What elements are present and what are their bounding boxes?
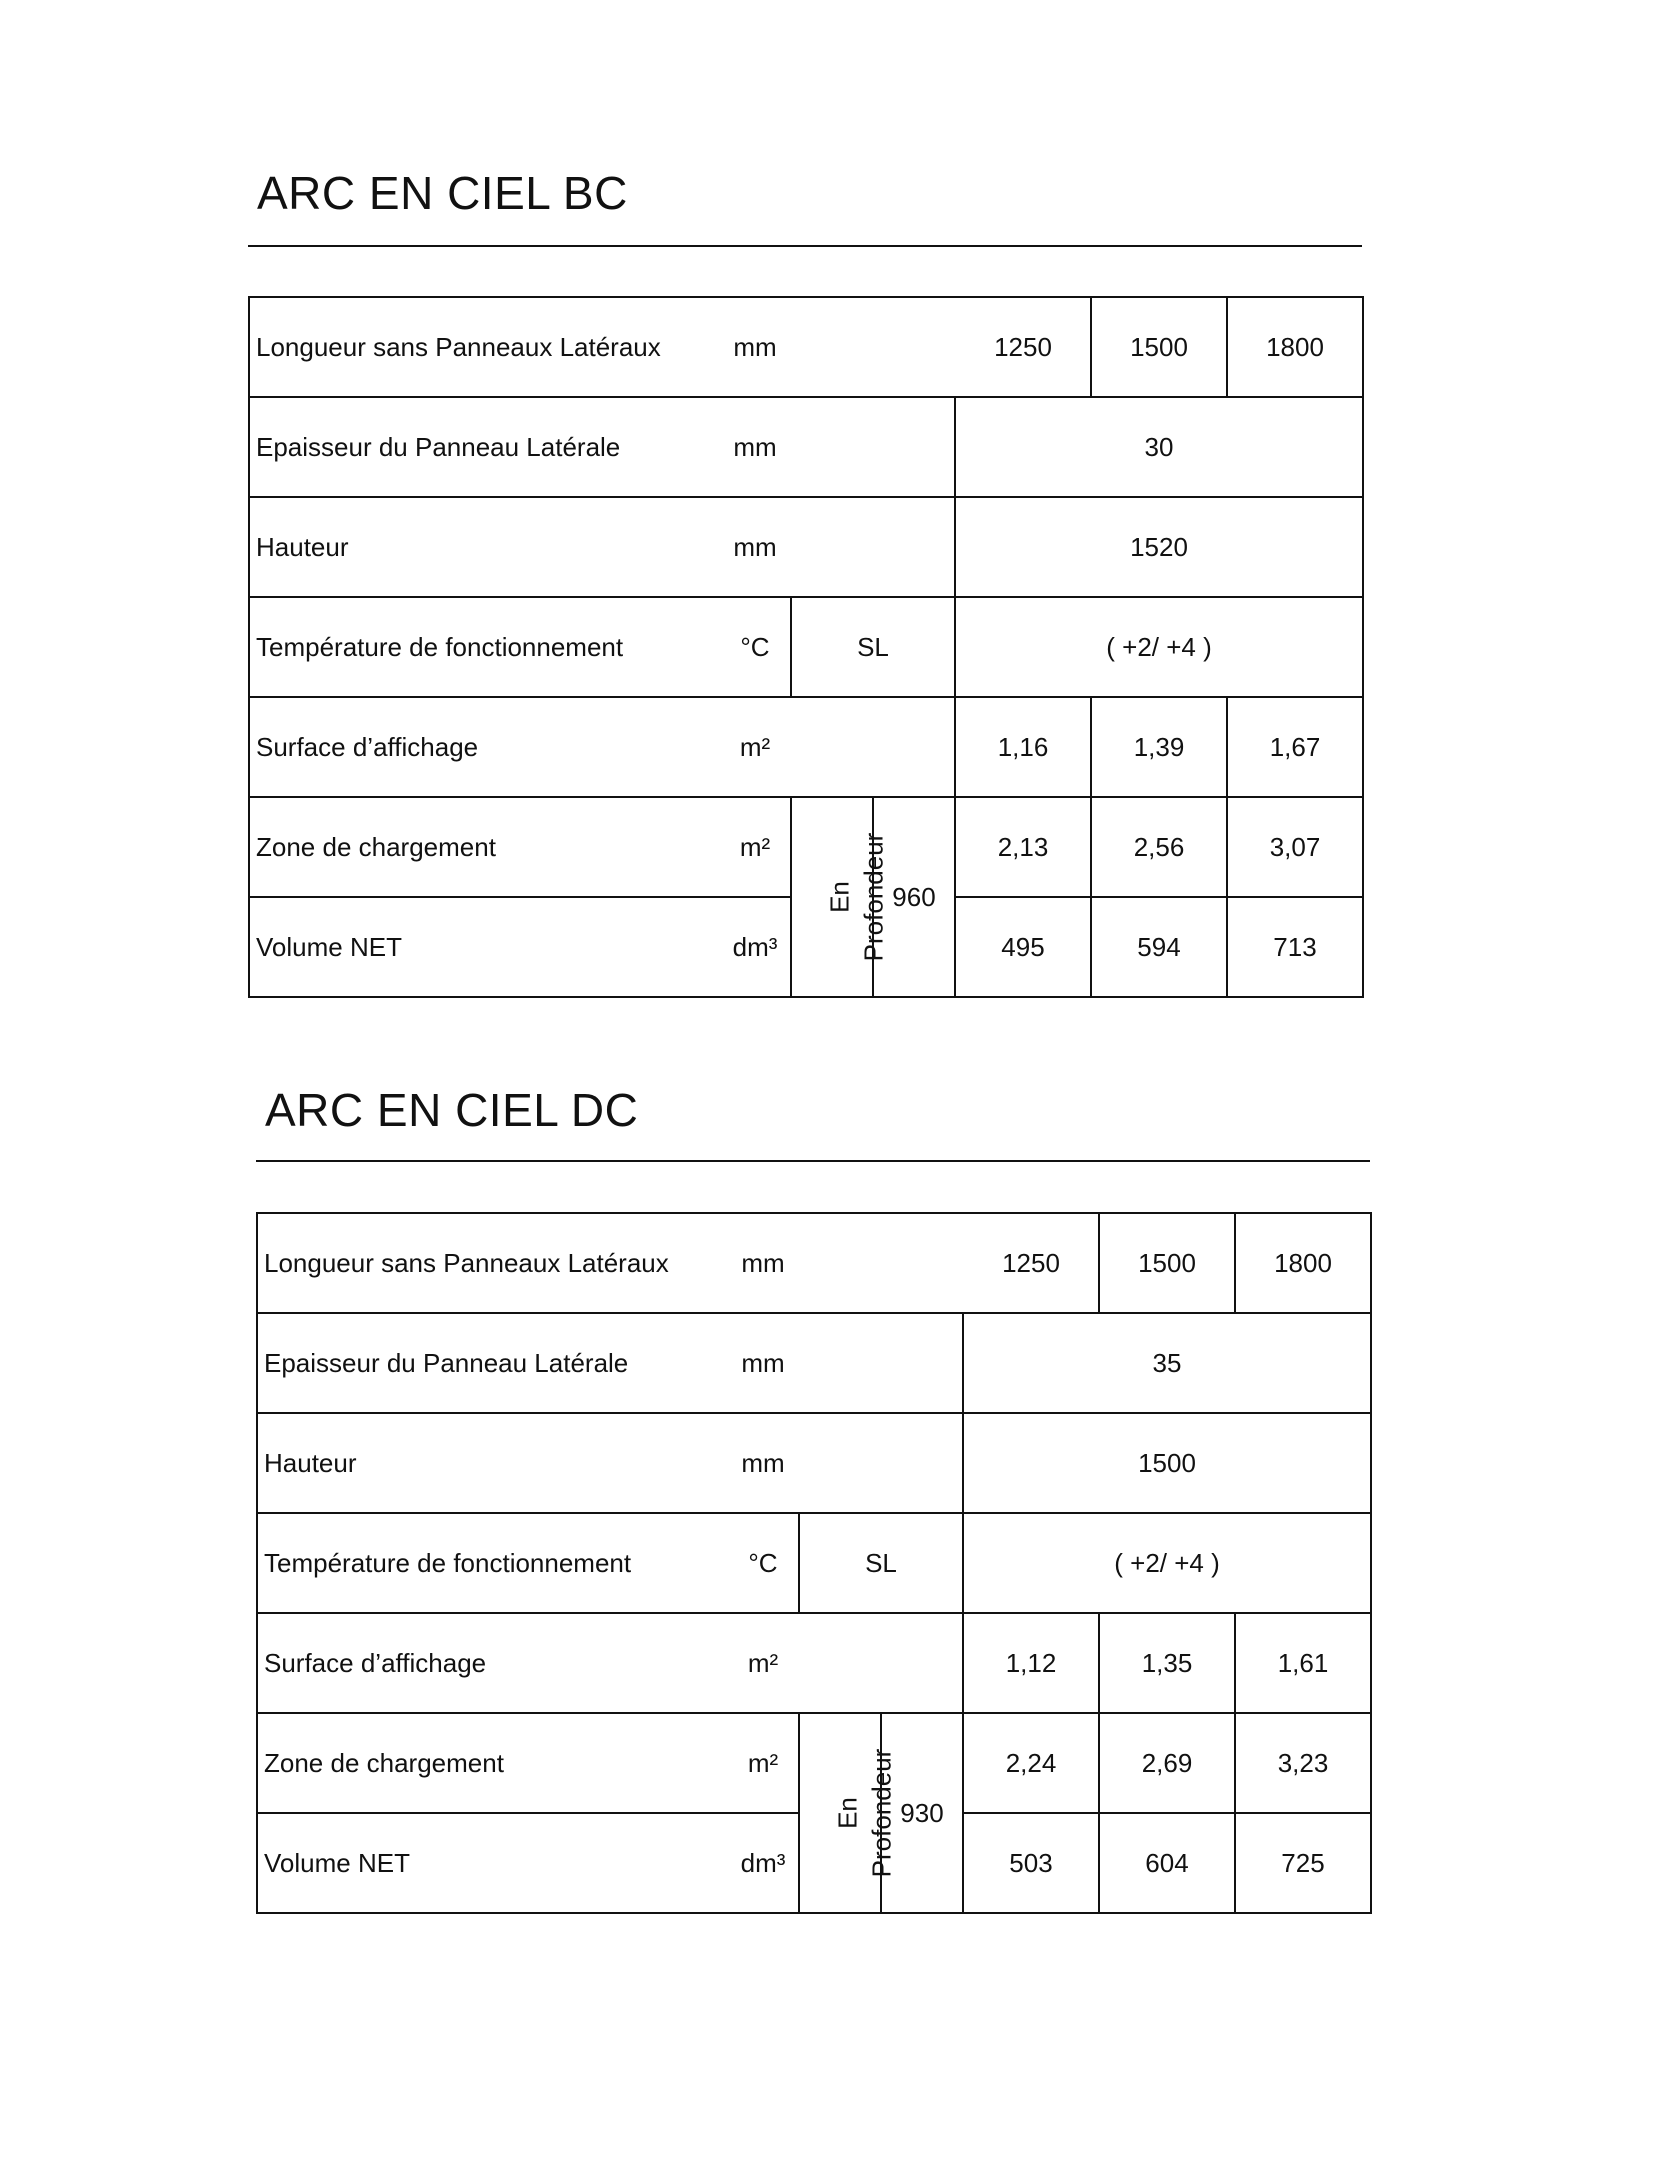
value-cell: 594 [1091,897,1227,997]
row-unit: mm [719,497,791,597]
value-cell: 1,67 [1227,697,1363,797]
row-unit: dm³ [719,897,791,997]
value-cell: ( +2/ +4 ) [955,597,1363,697]
row-label: Epaisseur du Panneau Latérale [257,1313,727,1413]
value-cell: 1,39 [1091,697,1227,797]
value-cell: 1800 [1235,1213,1371,1313]
row-surface [257,1613,1371,1713]
row-zone [257,1713,1371,1813]
value-cell: 2,13 [955,797,1091,897]
title-underline [256,1160,1370,1162]
value-cell: 725 [1235,1813,1371,1913]
value-cell: 2,24 [963,1713,1099,1813]
row-temperature [257,1513,1371,1613]
row-label: Zone de chargement [257,1713,727,1813]
section-title: ARC EN CIEL DC [265,1084,639,1136]
depth-label: En Profondeur [799,1713,881,1913]
row-unit: mm [727,1313,799,1413]
value-cell: 2,56 [1091,797,1227,897]
row-label: Epaisseur du Panneau Latérale [249,397,719,497]
spec-table [256,1212,1372,1914]
row-unit: m² [719,697,791,797]
value-cell: 1800 [1227,297,1363,397]
row-unit: °C [719,597,791,697]
value-cell: 1,61 [1235,1613,1371,1713]
row-hauteur [257,1413,1371,1513]
row-unit: mm [719,297,791,397]
row-label: Hauteur [257,1413,727,1513]
row-label: Surface d’affichage [257,1613,727,1713]
temperature-class: SL [799,1513,963,1613]
row-epaisseur [257,1313,1371,1413]
value-cell: 1500 [1091,297,1227,397]
row-label: Température de fonctionnement [257,1513,727,1613]
row-unit: dm³ [727,1813,799,1913]
row-label: Température de fonctionnement [249,597,719,697]
value-cell: 35 [963,1313,1371,1413]
value-cell: 1250 [963,1213,1099,1313]
value-cell: 1,16 [955,697,1091,797]
value-cell: 604 [1099,1813,1235,1913]
row-unit: m² [727,1713,799,1813]
row-label: Zone de chargement [249,797,719,897]
value-cell: 1,35 [1099,1613,1235,1713]
value-cell: 1250 [955,297,1091,397]
value-cell: 713 [1227,897,1363,997]
value-cell: 1520 [955,497,1363,597]
depth-value: 930 [881,1713,963,1913]
value-cell: 1500 [1099,1213,1235,1313]
row-unit: mm [727,1413,799,1513]
value-cell: 30 [955,397,1363,497]
row-unit: m² [727,1613,799,1713]
value-cell: 1500 [963,1413,1371,1513]
value-cell: 1,12 [963,1613,1099,1713]
row-label: Volume NET [257,1813,727,1913]
value-cell: 3,07 [1227,797,1363,897]
row-unit: m² [719,797,791,897]
row-label: Surface d’affichage [249,697,719,797]
row-unit: °C [727,1513,799,1613]
row-longueur [257,1213,1371,1313]
section-title: ARC EN CIEL BC [257,167,628,219]
value-cell: 3,23 [1235,1713,1371,1813]
value-cell: ( +2/ +4 ) [963,1513,1371,1613]
temperature-class: SL [791,597,955,697]
row-label: Volume NET [249,897,719,997]
value-cell: 2,69 [1099,1713,1235,1813]
depth-value: 960 [873,797,955,997]
row-label: Hauteur [249,497,719,597]
row-unit: mm [727,1213,799,1313]
value-cell: 495 [955,897,1091,997]
row-label: Longueur sans Panneaux Latéraux [257,1213,727,1313]
row-unit: mm [719,397,791,497]
row-label: Longueur sans Panneaux Latéraux [249,297,719,397]
value-cell: 503 [963,1813,1099,1913]
depth-label: En Profondeur [791,797,873,997]
